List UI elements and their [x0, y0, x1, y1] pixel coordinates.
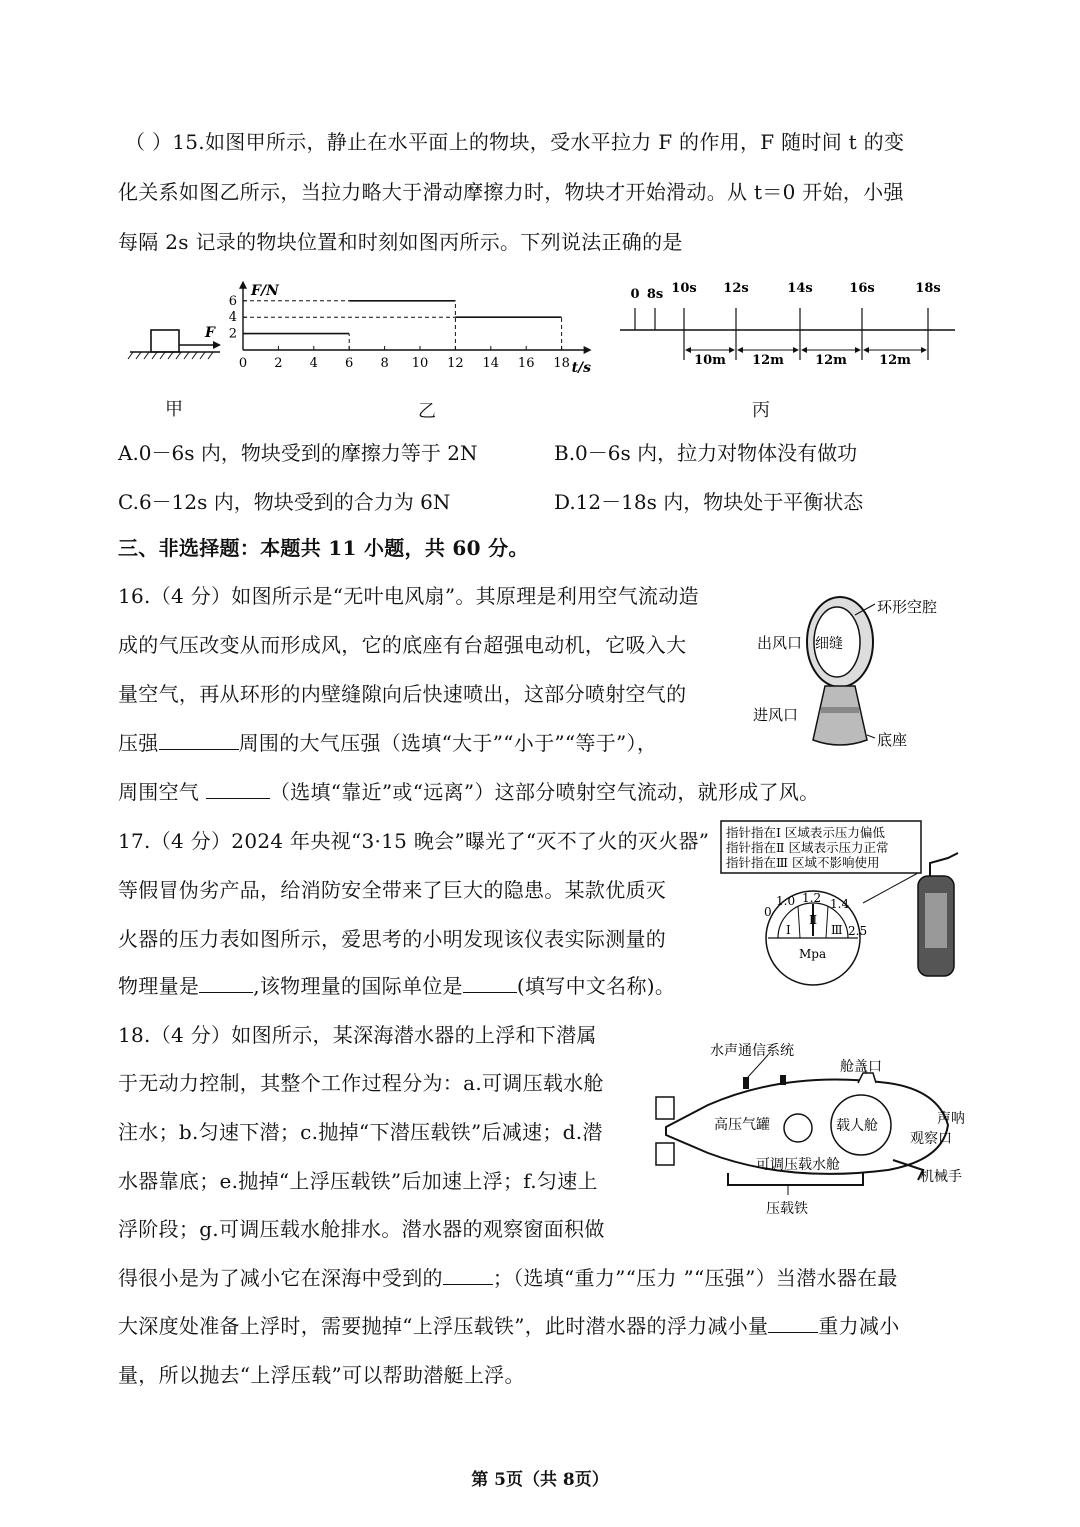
y-tick-label: 4: [228, 310, 237, 326]
x-tick-label: 12: [447, 356, 464, 371]
q17-line-4: [118, 973, 675, 999]
sub-tank-label: 可调压载水舱: [756, 1157, 840, 1173]
distance-label: 10m: [694, 353, 726, 368]
q16-line-4b: 周围的大气压强（选填“大于”“小于”“等于”），: [238, 731, 658, 755]
option-a[interactable]: A.0－6s 内，物块受到的摩擦力等于 2N: [118, 441, 478, 465]
q16-line-5: [118, 779, 819, 805]
distance-arrowhead: [685, 347, 691, 353]
sub-iron-label: 压载铁: [766, 1201, 808, 1217]
q18-line-7b: 重力减小: [818, 1314, 900, 1338]
q16-line-1: 16.（4 分）如图所示是“无叶电风扇”。其原理是利用空气流动造: [118, 584, 699, 608]
figure-yi-chart: [215, 278, 595, 378]
q18-line-8: 量，所以抛去“上浮压载”可以帮助潜艇上浮。: [118, 1363, 525, 1387]
figure-extinguisher-gauge: [718, 818, 968, 988]
gauge-zone-1: Ⅰ: [786, 923, 791, 937]
fan-outlet-label: 出风口: [757, 634, 803, 652]
section-3-heading: 三、非选择题：本题共 11 小题，共 60 分。: [118, 536, 529, 560]
fan-ring-label: 环形空腔: [877, 598, 938, 616]
q18-line-6b: ；（选填“重力”“压力 ”“压强”）当潜水器在最: [492, 1266, 898, 1290]
q18-line-6a: 得很小是为了减小它在深海中受到的: [118, 1266, 443, 1290]
x-axis-arrow: [584, 346, 592, 354]
x-tick-label: 0: [238, 356, 248, 371]
q16-line-4a: 压强: [118, 731, 159, 755]
x-tick-label: 18: [553, 356, 570, 371]
q18-line-3: 注水；b.匀速下潜；c.抛掉“下潜压载铁”后减速；d.潜: [118, 1120, 603, 1144]
q16-blank-1[interactable]: [159, 731, 239, 750]
q16-blank-2[interactable]: [206, 780, 270, 799]
q17-line-4b: ,该物理量的国际单位是: [253, 974, 463, 998]
gauge-note-1: 指针指在Ⅰ 区域表示压力偏低: [726, 825, 885, 840]
q17-blank-2[interactable]: [463, 974, 517, 993]
option-d[interactable]: D.12－18s 内，物块处于平衡状态: [554, 490, 864, 514]
x-tick-label: 2: [274, 356, 283, 371]
gauge-v4: 2.5: [848, 924, 868, 938]
gauge-unit: Mpa: [799, 947, 827, 961]
distance-arrowhead: [793, 347, 799, 353]
option-b[interactable]: B.0－6s 内，拉力对物体没有做功: [554, 441, 858, 465]
sub-arm-label: 机械手: [920, 1169, 962, 1185]
ft-chart-svg: [215, 278, 595, 378]
timeline-svg: [615, 280, 960, 380]
y-axis-label: F/N: [251, 282, 279, 299]
x-tick-label: 4: [309, 356, 318, 371]
q17-line-3: 火器的压力表如图所示，爱思考的小明发现该仪表实际测量的: [118, 927, 667, 951]
q17-line-4c: (填写中文名称)。: [516, 974, 676, 998]
distance-arrowhead: [863, 347, 869, 353]
timeline-time-label: 8s: [646, 287, 664, 302]
q18-line-2: 于无动力控制，其整个工作过程分为：a.可调压载水舱: [118, 1071, 604, 1095]
timeline-time-label: 18s: [915, 281, 941, 296]
q15-line-3: 每隔 2s 记录的物块位置和时刻如图丙所示。下列说法正确的是: [118, 230, 683, 254]
sub-comm-label: 水声通信系统: [710, 1043, 794, 1059]
sub-window-label: 观察口: [910, 1131, 952, 1147]
q18-line-6: [118, 1265, 898, 1291]
sub-gas-label: 高压气罐: [714, 1117, 770, 1133]
gauge-note-2: 指针指在Ⅱ 区域表示压力正常: [726, 840, 889, 855]
gauge-note-3: 指针指在Ⅲ 区域不影响使用: [726, 855, 880, 870]
figure-bing-timeline: [615, 280, 960, 380]
x-tick-label: 16: [517, 356, 535, 371]
figure-jia-block: [125, 315, 225, 370]
distance-arrowhead: [921, 347, 927, 353]
distance-arrowhead: [737, 347, 743, 353]
y-axis-arrow: [239, 281, 247, 289]
q18-line-7: [118, 1313, 900, 1339]
timeline-time-label: 16s: [849, 281, 875, 296]
q16-line-2: 成的气压改变从而形成风，它的底座有台超强电动机，它吸入大: [118, 633, 687, 657]
distance-arrowhead: [729, 347, 735, 353]
x-tick-label: 8: [380, 356, 389, 371]
distance-arrowhead: [855, 347, 861, 353]
timeline-time-label: 14s: [787, 281, 813, 296]
force-label: F: [205, 325, 215, 341]
q16-line-3: 量空气，再从环形的内壁缝隙向后快速喷出，这部分喷射空气的: [118, 682, 687, 706]
sub-sonar-label: 声呐: [937, 1111, 965, 1127]
q16-line-4: [118, 730, 657, 756]
q18-blank-1[interactable]: [443, 1266, 493, 1285]
y-tick-label: 6: [228, 293, 237, 309]
distance-label: 12m: [752, 353, 784, 368]
gauge-v0: 0: [764, 905, 772, 919]
distance-label: 12m: [815, 353, 847, 368]
q18-line-1: 18.（4 分）如图所示，某深海潜水器的上浮和下潜属: [118, 1023, 597, 1047]
q18-line-5: 浮阶段；g.可调压载水舱排水。潜水器的观察窗面积做: [118, 1217, 605, 1241]
timeline-time-label: 0: [630, 287, 640, 302]
figure-submersible: [648, 1035, 978, 1225]
caption-yi: 乙: [418, 401, 436, 422]
gauge-v3: 1.4: [830, 897, 850, 911]
q17-line-2: 等假冒伪劣产品，给消防安全带来了巨大的隐患。某款优质灭: [118, 878, 667, 902]
distance-label: 12m: [879, 353, 911, 368]
q15-line-1: （ ）15.如图甲所示，静止在水平面上的物块，受水平拉力 F 的作用，F 随时间 t 的变: [125, 130, 905, 154]
y-tick-label: 2: [228, 326, 237, 342]
x-tick-label: 14: [482, 356, 500, 371]
gauge-v2: 1.2: [802, 891, 822, 905]
gauge-zone-3: Ⅲ: [831, 923, 843, 937]
q17-line-1: 17.（4 分）2024 年央视“3·15 晚会”曝光了“灭不了火的灭火器”: [118, 829, 710, 853]
q17-blank-1[interactable]: [199, 974, 253, 993]
q15-line-2: 化关系如图乙所示，当拉力略大于滑动摩擦力时，物块才开始滑动。从 t＝0 开始，小强: [118, 180, 904, 204]
q16-line-5b: （选填“靠近”或“远离”）这部分喷射空气流动，就形成了风。: [269, 780, 820, 804]
gauge-v1: 1.0: [776, 894, 796, 908]
caption-jia: 甲: [165, 399, 183, 420]
figure-bladeless-fan: [725, 590, 955, 760]
x-tick-label: 10: [411, 356, 429, 371]
page-footer: 第 5页（共 8页）: [471, 1470, 609, 1490]
x-tick-label: 6: [345, 356, 354, 371]
sub-hatch-label: 舱盖口: [840, 1059, 882, 1075]
q18-blank-2[interactable]: [768, 1314, 818, 1333]
timeline-time-label: 10s: [671, 281, 697, 296]
sub-cabin-label: 载人舱: [836, 1118, 878, 1134]
distance-arrowhead: [801, 347, 807, 353]
gauge-zone-2: Ⅱ: [809, 913, 818, 927]
x-axis-label: t/s: [571, 360, 592, 376]
q17-line-4a: 物理量是: [118, 974, 200, 998]
fan-base-label: 底座: [877, 731, 908, 749]
fan-inlet-label: 进风口: [753, 706, 799, 724]
q18-line-4: 水器靠底；e.抛掉“上浮压载铁”后加速上浮；f.匀速上: [118, 1169, 598, 1193]
caption-bing: 丙: [752, 400, 770, 421]
q16-line-5a: 周围空气: [118, 780, 206, 804]
fan-slit-label: 细缝: [815, 636, 843, 652]
timeline-time-label: 12s: [723, 281, 749, 296]
option-c[interactable]: C.6－12s 内，物块受到的合力为 6N: [118, 490, 451, 514]
q18-line-7a: 大深度处准备上浮时，需要抛掉“上浮压载铁”，此时潜水器的浮力减小量: [118, 1314, 769, 1338]
